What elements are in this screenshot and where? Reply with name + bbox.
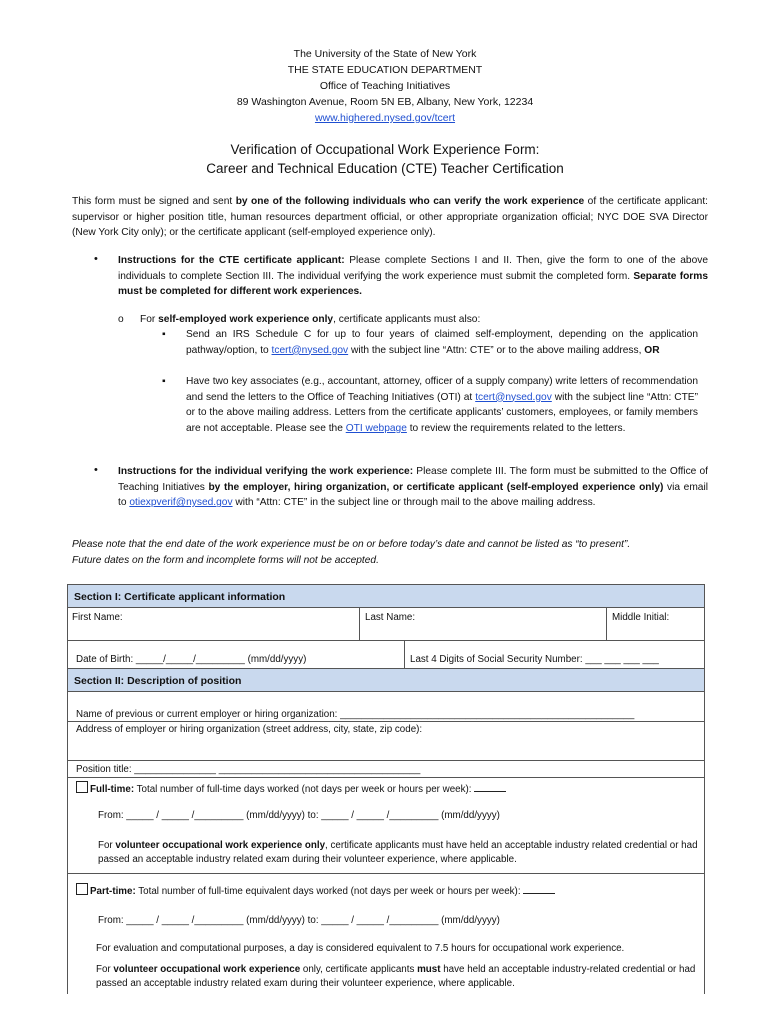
- last-name-label: Last Name:: [365, 612, 416, 623]
- schedule-c-or: OR: [644, 344, 660, 356]
- fulltime-volunteer-pre: For: [98, 840, 116, 851]
- header-office: Office of Teaching Initiatives: [319, 80, 451, 92]
- self-employed-bold: self-employed work experience only: [158, 314, 334, 325]
- fulltime-text: Total number of full-time days worked (not days per week or hours per week):: [134, 784, 472, 795]
- section1-heading: Section I: Certificate applicant information: [68, 584, 704, 608]
- schedule-c-post: with the subject line “Attn: CTE” or to the above mailing address,: [348, 344, 645, 356]
- fulltime-volunteer-bold: volunteer occupational work experience only: [115, 840, 326, 851]
- divider: [606, 608, 607, 640]
- instructions-verifier-text2: via email to: [118, 481, 708, 509]
- parttime-text: Total number of full-time equivalent days worked (not days per week or hours per week):: [135, 886, 521, 897]
- parttime-volunteer-pre: For: [96, 964, 114, 975]
- fulltime-volunteer-note: [98, 839, 698, 867]
- form-title-line1: Verification of Occupational Work Experience Form:: [230, 142, 540, 157]
- row-divider: [68, 777, 704, 778]
- dob-field[interactable]: Date of Birth: _____/_____/_________ (mm/dd/yyyy): [76, 654, 307, 665]
- schedule-c-instructions: [186, 327, 698, 358]
- header-url-row: [0, 110, 770, 126]
- fulltime-row: [76, 781, 506, 797]
- header-department: THE STATE EDUCATION DEPARTMENT: [287, 64, 483, 76]
- square-marker-2: ▪: [162, 376, 166, 387]
- associates-mid: with the subject line “Attn: CTE” or to the above mailing address. Letters from the certificate applicants’ customers, employees, or family members are not acceptable. Please see the: [186, 391, 698, 434]
- instructions-verifier-heading: Instructions for the individual verifying the work experience:: [118, 466, 414, 477]
- associates-pre: Have two key associates (e.g., accountant, attorney, officer of a supply company) write letters of recommendation and send the letters to the Office of Teaching Initiatives (OTI) at: [186, 376, 698, 403]
- evaluation-note: For evaluation and computational purposes, a day is considered equivalent to 7.5 hours for occupational work experience.: [96, 943, 625, 954]
- intro-text-1: This form must be signed and sent: [72, 196, 236, 207]
- instructions-verifier: [118, 464, 708, 511]
- parttime-days-input[interactable]: [523, 883, 555, 894]
- form-title-line2: Career and Technical Education (CTE) Teacher Certification: [206, 161, 564, 176]
- row-divider: [68, 721, 704, 722]
- note-line2: Future dates on the form and incomplete forms will not be accepted.: [72, 555, 379, 566]
- header-address: 89 Washington Avenue, Room 5N EB, Albany, New York, 12234: [236, 96, 534, 108]
- instructions-verifier-text3: with “Attn: CTE” in the subject line or through mail to the above mailing address.: [232, 497, 596, 509]
- fulltime-days-input[interactable]: [474, 781, 506, 792]
- instructions-verifier-bold: by the employer, hiring organization, or certificate applicant (self-employed experience only): [208, 481, 664, 493]
- row-divider: [68, 873, 704, 874]
- self-employed-instructions: [140, 312, 708, 328]
- parttime-checkbox[interactable]: [76, 883, 88, 895]
- instructions-applicant-text: Please complete Sections I and II. Then, give the form to one of the above individuals to complete Section III. The individual verifying the work experience must submit the completed form.: [118, 255, 709, 282]
- row-divider: [68, 760, 704, 761]
- first-name-label: First Name:: [72, 612, 123, 623]
- row-divider: [68, 640, 704, 641]
- ssn-field[interactable]: Last 4 Digits of Social Security Number: ___ ___ ___ ___: [410, 654, 659, 665]
- intro-paragraph: [72, 194, 708, 241]
- oti-webpage-link[interactable]: OTI webpage: [345, 422, 407, 434]
- instructions-applicant: [118, 253, 708, 300]
- otiexpverif-email-link[interactable]: otiexpverif@nysed.gov: [129, 497, 233, 509]
- tcert-email-link[interactable]: tcert@nysed.gov: [271, 344, 349, 356]
- bullet-dot-2: •: [94, 464, 98, 476]
- position-title-field[interactable]: Position title: _______________ _____________________________________: [76, 764, 421, 775]
- header-url-link[interactable]: www.highered.nysed.gov/tcert: [314, 112, 456, 124]
- self-employed-post: , certificate applicants must also:: [333, 314, 481, 325]
- parttime-row: [76, 883, 555, 899]
- parttime-label: Part-time:: [90, 886, 136, 897]
- associates-instructions: [186, 374, 698, 436]
- instructions-applicant-bold: Separate forms must be completed for different work experiences.: [118, 270, 708, 298]
- parttime-volunteer-note: [96, 963, 700, 991]
- instructions-applicant-heading: Instructions for the CTE certificate applicant:: [118, 255, 345, 266]
- note-line1: Please note that the end date of the work experience must be on or before today’s date and cannot be listed as “to present”.: [72, 539, 631, 550]
- middle-initial-label: Middle Initial:: [612, 612, 670, 623]
- parttime-dates-field[interactable]: From: _____ / _____ /_________ (mm/dd/yyyy) to: _____ / _____ /_________ (mm/dd/yyyy): [98, 915, 500, 926]
- fulltime-dates-field[interactable]: From: _____ / _____ /_________ (mm/dd/yyyy) to: _____ / _____ /_________ (mm/dd/yyyy): [98, 810, 500, 821]
- employer-address-field[interactable]: Address of employer or hiring organization (street address, city, state, zip code):: [76, 724, 423, 735]
- schedule-c-pre: Send an IRS Schedule C for up to four years of claimed self-employment, depending on the application pathway/option, to: [186, 329, 698, 356]
- fulltime-checkbox[interactable]: [76, 781, 88, 793]
- form-table: [67, 584, 705, 994]
- parttime-volunteer-bold: volunteer occupational work experience: [113, 964, 301, 975]
- divider: [359, 608, 360, 640]
- parttime-volunteer-post: have held an acceptable industry-related credential or had passed an acceptable industry related exam during their volunteer experience, where applicable.: [96, 964, 696, 989]
- self-employed-pre: For: [140, 314, 159, 325]
- bullet-dot: •: [94, 253, 98, 265]
- parttime-volunteer-mid: only, certificate applicants: [300, 964, 418, 975]
- associates-post: to review the requirements related to the letters.: [406, 422, 626, 434]
- intro-text-2: of the certificate applicant: supervisor or higher position title, human resources department official, or other appropriate organization official; NYC DOE SVA Director (New York City only); or the certificate applicant (self-employed experience only).: [72, 196, 708, 239]
- employer-name-field[interactable]: Name of previous or current employer or hiring organization: ______________________________________________________: [76, 709, 635, 720]
- section2-heading: Section II: Description of position: [68, 668, 704, 692]
- header-university: The University of the State of New York: [293, 48, 477, 60]
- divider: [404, 641, 405, 669]
- sub-marker: o: [118, 314, 124, 325]
- instructions-verifier-text: Please complete III. The form must be submitted to the Office of Teaching Initiatives: [118, 466, 709, 493]
- square-marker-1: ▪: [162, 329, 166, 340]
- fulltime-label: Full-time:: [90, 784, 135, 795]
- fulltime-volunteer-post: , certificate applicants must have held an acceptable industry related credential or had passed an acceptable industry related exam during their volunteer experience, where applicable.: [98, 840, 698, 865]
- intro-text-bold: by one of the following individuals who can verify the work experience: [235, 196, 585, 207]
- parttime-volunteer-must: must: [417, 964, 441, 975]
- tcert-email-link-2[interactable]: tcert@nysed.gov: [475, 391, 552, 403]
